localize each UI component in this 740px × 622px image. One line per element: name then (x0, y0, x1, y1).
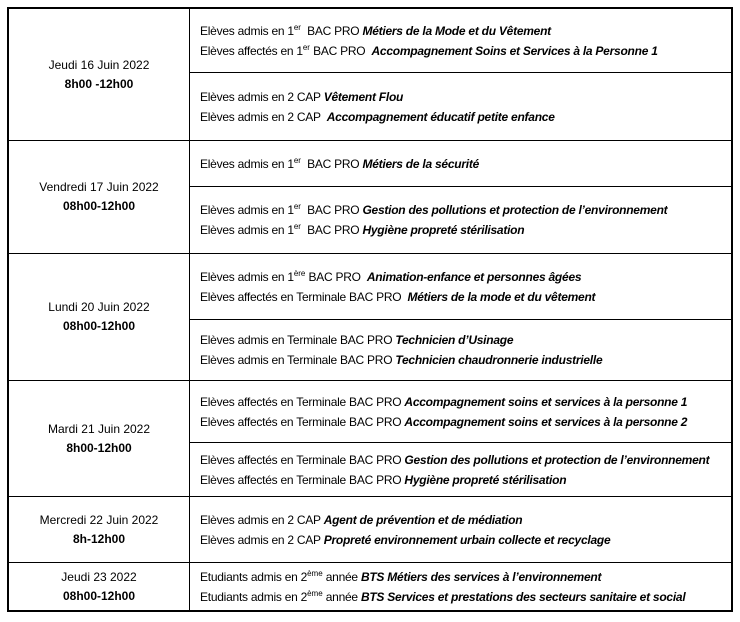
schedule-entry (200, 287, 731, 307)
schedule-entry (200, 200, 731, 220)
session-cell (190, 254, 731, 319)
entry-program: Métiers de la sécurité (362, 156, 480, 171)
date-cell (9, 9, 190, 140)
entry-program: Animation-enfance et personnes âgées (366, 269, 582, 284)
entry-text: Etudiants admis en 2 (200, 569, 308, 584)
entry-program: Vêtement Flou (323, 89, 404, 104)
entry-program: BTS Services et prestations des secteurs sanitaire et social (360, 589, 686, 604)
entry-program: Accompagnement Soins et Services à la Personne 1 (371, 43, 658, 58)
entry-text: BAC PRO (300, 23, 363, 38)
entry-text: Elèves admis en Terminale BAC PRO (200, 333, 396, 347)
entry-text: Elèves admis en 1 (200, 23, 294, 38)
entry-ordinal: er (293, 202, 301, 211)
schedule-entry (200, 392, 731, 412)
entry-ordinal: ème (307, 568, 323, 578)
date-cell (9, 381, 190, 496)
schedule-entry (200, 530, 731, 550)
entry-text: Elèves admis en 2 CAP (200, 532, 324, 547)
session-cells (190, 9, 731, 140)
date-label: Mardi 21 Juin 2022 (47, 421, 151, 436)
schedule-entry (200, 587, 731, 607)
entry-ordinal: er (293, 222, 301, 231)
entry-text: Elèves admis en 2 CAP (200, 89, 324, 104)
schedule-entry (200, 450, 731, 470)
entry-text: Elèves admis en 1 (200, 223, 294, 237)
time-label: 8h00 -12h00 (64, 76, 134, 91)
date-cell (9, 497, 190, 562)
schedule-row-jeudi-16 (9, 9, 731, 140)
entry-text: Elèves affectés en 1 (200, 43, 303, 58)
entry-text: Elèves affectés en Terminale BAC PRO (200, 394, 405, 409)
session-cell (190, 9, 731, 72)
entry-program: Accompagnement soins et services à la personne 1 (404, 394, 688, 409)
date-label: Vendredi 17 Juin 2022 (39, 180, 159, 194)
session-cells (190, 563, 731, 610)
entry-program: Technicien d’Usinage (395, 333, 514, 347)
entry-text: Elèves admis en 2 CAP (200, 109, 327, 124)
schedule-entry (200, 107, 731, 127)
date-label: Lundi 20 Juin 2022 (48, 300, 150, 314)
entry-program: Technicien chaudronnerie industrielle (395, 353, 603, 367)
session-cell (190, 186, 731, 253)
entry-program: Métiers de la mode et du vêtement (407, 289, 596, 304)
entry-text: Elèves affectés en Terminale BAC PRO (200, 289, 408, 304)
date-label: Jeudi 23 2022 (61, 569, 137, 584)
schedule-row-mardi-21 (9, 380, 731, 496)
date-cell (9, 141, 190, 253)
entry-program: Hygiène propreté stérilisation (362, 223, 525, 237)
entry-text: Elèves affectés en Terminale BAC PRO (200, 414, 405, 429)
entry-program: Hygiène propreté stérilisation (404, 472, 567, 487)
schedule-row-mercredi-22 (9, 496, 731, 562)
entry-program: Propreté environnement urbain collecte et recyclage (323, 532, 611, 547)
time-label: 08h00-12h00 (62, 319, 136, 333)
entry-text: Elèves affectés en Terminale BAC PRO (200, 472, 405, 487)
entry-text: Etudiants admis en 2 (200, 589, 308, 604)
session-cells (190, 497, 731, 562)
entry-ordinal: ère (293, 268, 306, 278)
schedule-row-jeudi-23 (9, 562, 731, 610)
schedule-row-vendredi-17 (9, 140, 731, 253)
schedule-entry (200, 220, 731, 240)
schedule-entry (200, 510, 731, 530)
entry-text: Elèves admis en 2 CAP (200, 512, 324, 527)
time-label: 08h00-12h00 (62, 199, 136, 213)
entry-program: Accompagnement éducatif petite enfance (326, 109, 555, 124)
schedule-entry (200, 567, 731, 587)
schedule-entry (200, 330, 731, 350)
entry-text: année (322, 589, 361, 604)
entry-text: Elèves admis en 1 (200, 269, 294, 284)
schedule-entry (200, 154, 731, 174)
entry-text: BAC PRO (309, 43, 372, 58)
session-cells (190, 254, 731, 380)
entry-text: BAC PRO (300, 223, 363, 237)
entry-text: BAC PRO (300, 156, 363, 171)
session-cells (190, 141, 731, 253)
date-cell (9, 563, 190, 610)
schedule-entry (200, 87, 731, 107)
session-cell (190, 319, 731, 380)
entry-text: Elèves affectés en Terminale BAC PRO (200, 452, 405, 467)
schedule-entry (200, 412, 731, 432)
entry-ordinal: ème (307, 588, 323, 598)
entry-text: année (322, 569, 361, 584)
entry-program: Métiers de la Mode et du Vêtement (362, 23, 551, 38)
entry-program: Gestion des pollutions et protection de l’environnement (404, 452, 710, 467)
date-label: Jeudi 16 Juin 2022 (48, 57, 150, 72)
schedule-entry (200, 41, 731, 61)
entry-program: Agent de prévention et de médiation (323, 512, 523, 527)
entry-program: Accompagnement soins et services à la personne 2 (404, 414, 688, 429)
session-cell (190, 442, 731, 496)
schedule-entry (200, 267, 731, 287)
entry-text: BAC PRO (305, 269, 367, 284)
time-label: 08h00-12h00 (62, 588, 136, 603)
date-label: Mercredi 22 Juin 2022 (39, 512, 159, 527)
entry-text: Elèves admis en Terminale BAC PRO (200, 353, 396, 367)
entry-ordinal: er (302, 42, 310, 52)
entry-ordinal: er (293, 155, 301, 165)
date-cell (9, 254, 190, 380)
schedule-entry (200, 350, 731, 370)
session-cell (190, 141, 731, 186)
time-label: 8h-12h00 (72, 531, 126, 546)
entry-ordinal: er (293, 22, 301, 32)
entry-program: BTS Métiers des services à l’environnement (360, 569, 602, 584)
time-label: 8h00-12h00 (66, 440, 132, 455)
session-cell (190, 563, 731, 610)
session-cells (190, 381, 731, 496)
session-cell (190, 497, 731, 562)
schedule-row-lundi-20 (9, 253, 731, 380)
session-cell (190, 381, 731, 442)
entry-text: Elèves admis en 1 (200, 203, 294, 217)
entry-program: Gestion des pollutions et protection de l’environnement (362, 203, 668, 217)
session-cell (190, 72, 731, 140)
schedule-entry (200, 470, 731, 490)
exam-convocation-table (7, 7, 733, 612)
schedule-entry (200, 21, 731, 41)
entry-text: BAC PRO (300, 203, 363, 217)
entry-text: Elèves admis en 1 (200, 156, 294, 171)
